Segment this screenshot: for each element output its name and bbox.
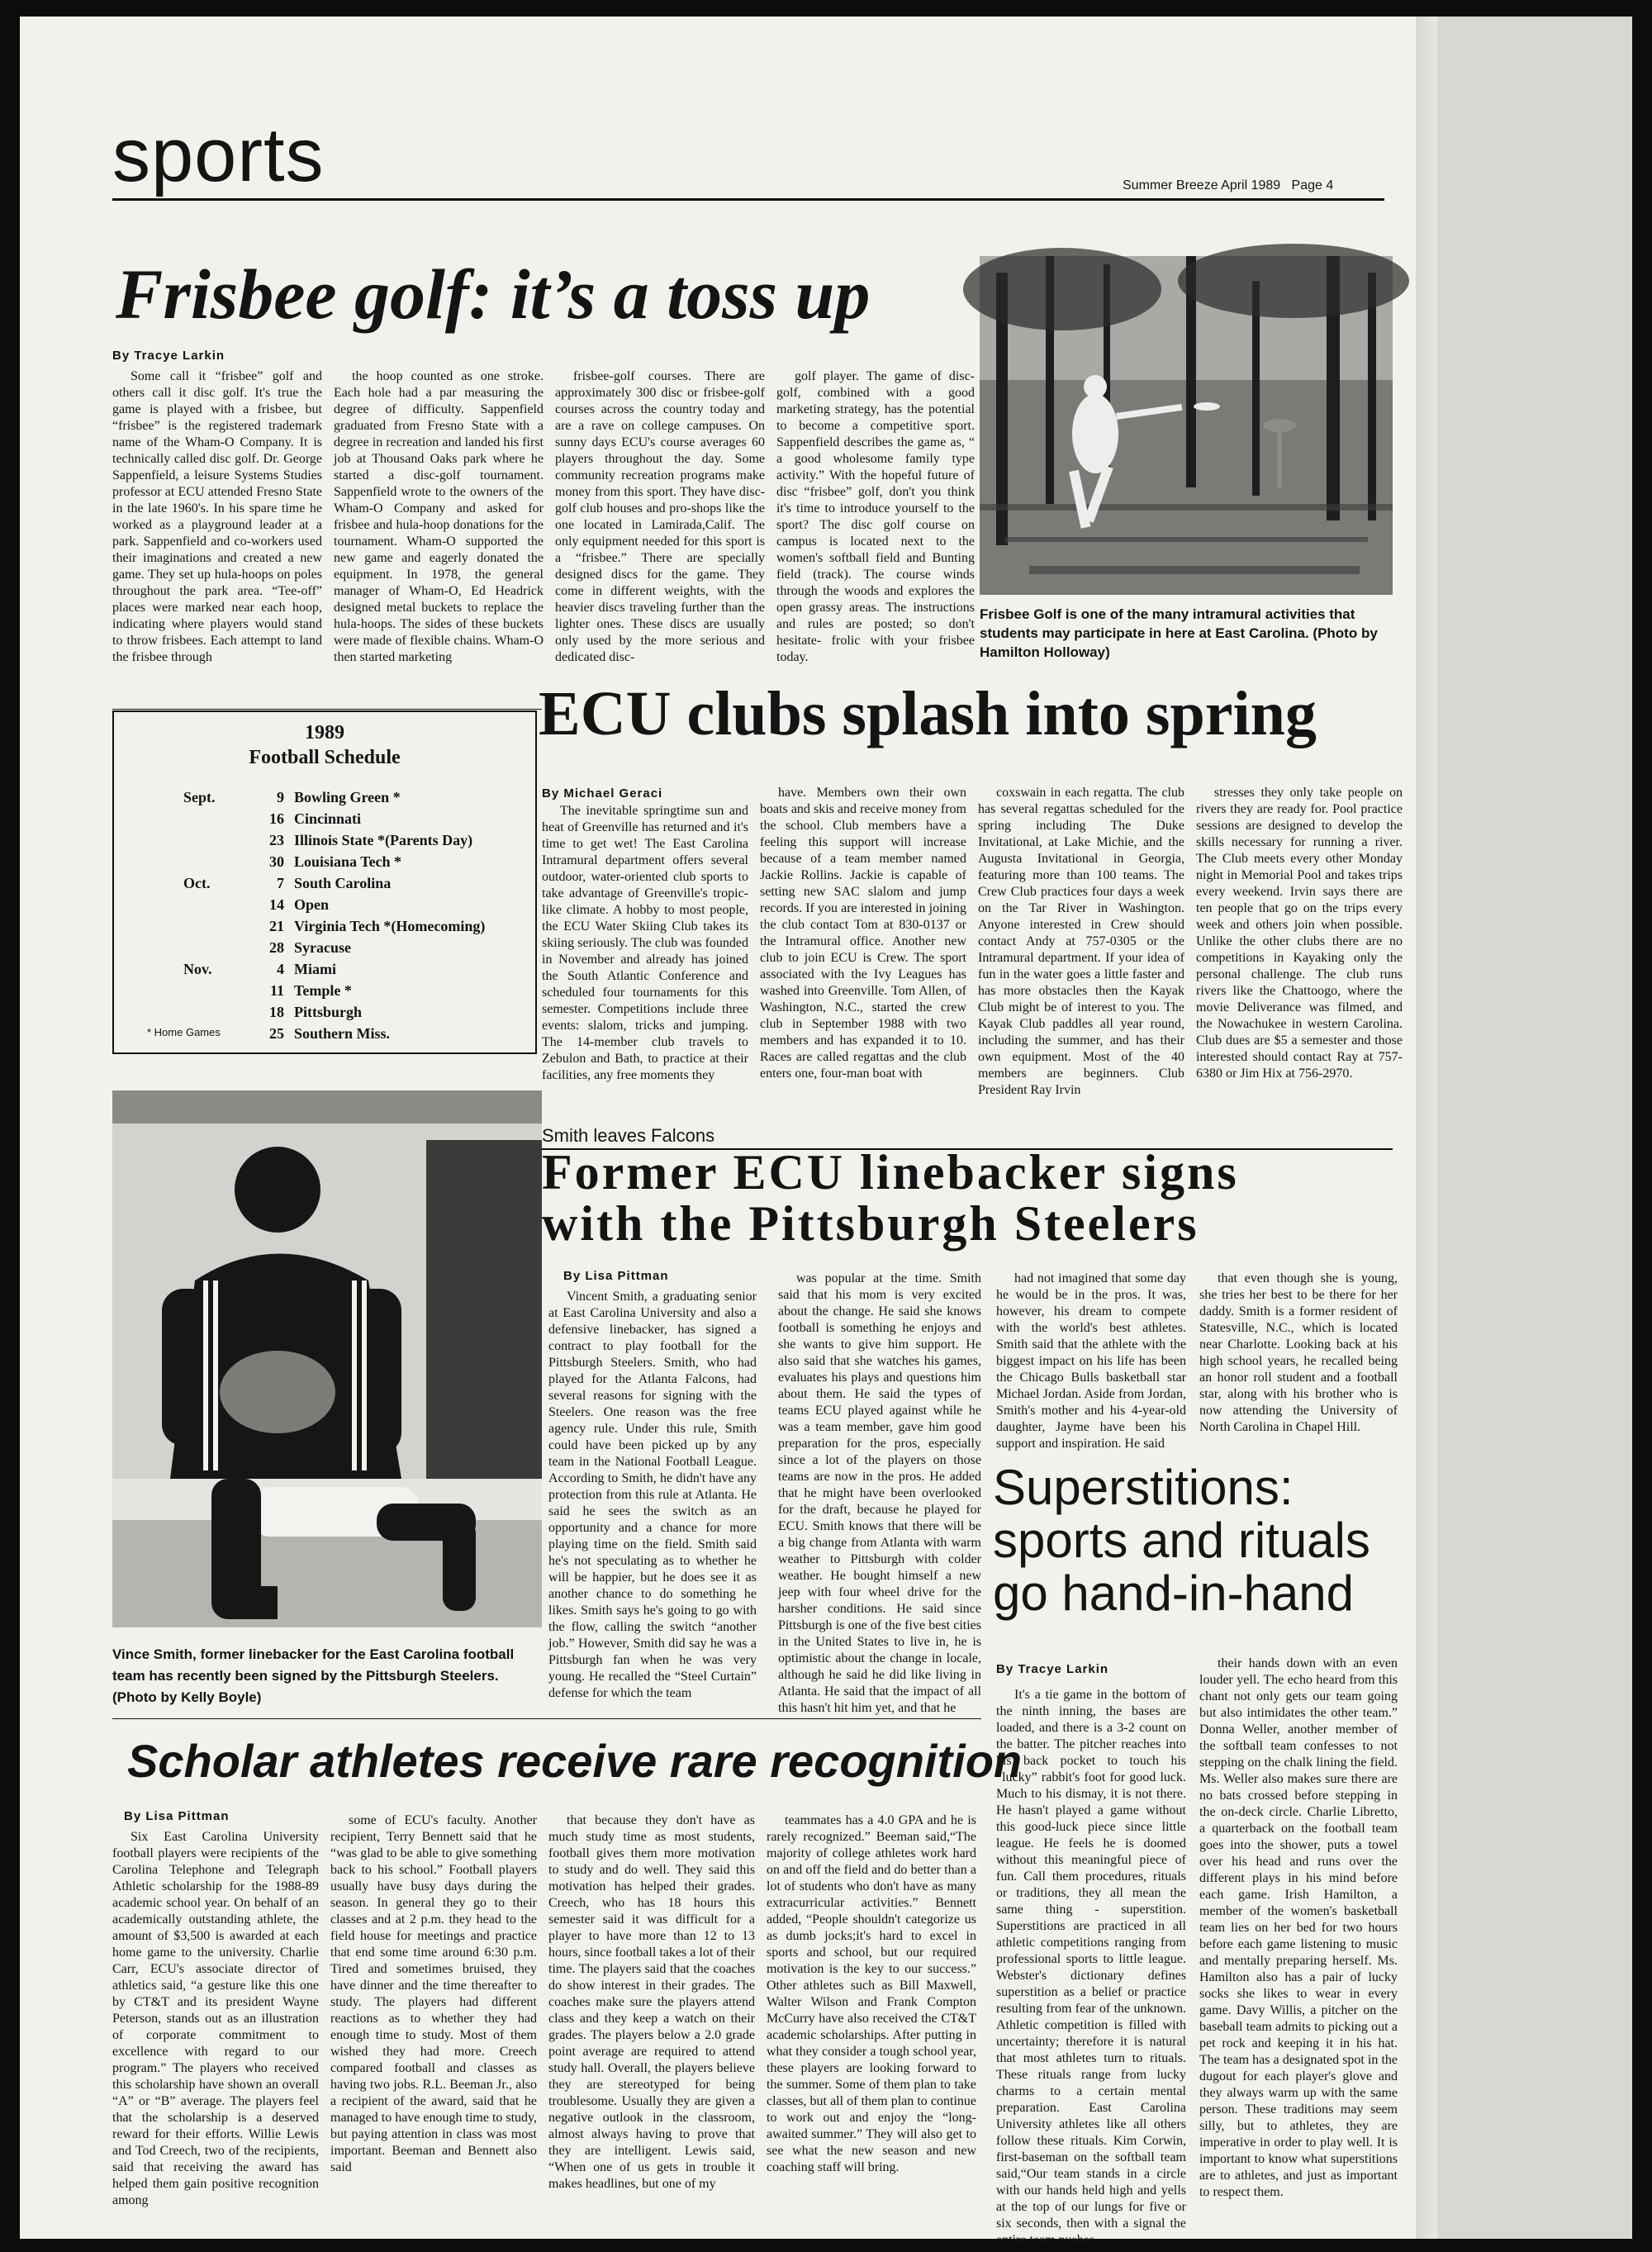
schedule-row <box>178 829 490 851</box>
schedule-month: Oct. <box>183 875 211 891</box>
schedule-day: 25 <box>269 1025 284 1042</box>
frisbee-col-3: frisbee-golf courses. There are approximately 300 disc or frisbee-golf courses across the country today and are a rave on college campuses. On sunny days ECU's course averages 60 players throughout the day. Some community recreation programs make money from this sport. They have disc-golf club houses and pro-shops like the one located in Lamirada,Calif. The only equipment needed for this sport is a “frisbee.” There are specially designed discs for the game. They come in different weights, with the heavier discs traveling further than the lighter ones. These discs are usually only used by the more serious and dedicated disc- <box>555 369 765 664</box>
schedule-table <box>178 786 490 1044</box>
scholar-top-rule <box>112 1718 981 1719</box>
schedule-month <box>178 1001 246 1023</box>
schedule-row <box>178 980 490 1001</box>
schedule-day: 28 <box>269 939 284 956</box>
frisbee-col-2: the hoop counted as one stroke. Each hole had a par measuring the degree of difficulty. Sappenfield graduated from Fresno State with a degree in recreation and landed his first job at Thousand Oaks park where he started a disc-golf tournament. Sappenfield wrote to the owners of the Wham-O Company and asked for frisbee and hula-hoop donations for the tournament. Wham-O supported the new game and eagerly donated the equipment. In 1978, the general manager of Wham-O, Ed Headrick designed metal buckets to replace the hula-hoops. The sides of these buckets were made of flexible chains. Wham-O then started marketing <box>334 369 544 664</box>
clubs-col-3: coxswain in each regatta. The club has several regattas scheduled for the spring including The Duke Invitational, at Lake Michie, and the Augusta Invitational in Georgia, featuring more than 100 teams. The Crew Club practices four days a week on the Tar River in Washington. Anyone interested in Crew should contact Andy at 757-0305 or the Intramural department. If your idea of fun in the water goes a little faster and has more obstacles then the Kayak Club might be of interest to you. The Kayak Club paddles all year round, including the summer, and has their own equipment. Most of the 40 members are beginners. Club President Ray Irvin <box>978 786 1184 1097</box>
schedule-day: 21 <box>269 918 284 934</box>
scholar-col-4: teammates has a 4.0 GPA and he is rarely recognized.” Beeman said,“The majority of college athletes work hard on and off the field and do better than a lot of students who don't have as many extracurricular activities.” Bennett added, “People shouldn't categorize us as dumb jocks;it's hard to excel in sports and school, but our required motivation is the key to our success.” Other athletes such as Bill Maxwell, Walter Wilson and Frank Compton McCurry have also received the CT&T academic scholarships. After putting in what they consider a tough school year, these players are looking forward to the summer. Some of them plan to take classes, but all of them plan to continue to work out and enjoy the “long-awaited summer.” They will also get to see what the new season and new coaching staff will bring. <box>767 1813 976 2174</box>
schedule-opponent: Temple * <box>294 982 352 999</box>
schedule-day: 11 <box>269 982 284 999</box>
clubs-col-2: have. Members own their own boats and skis and receive money from the school. Club members have a feeling this support will increase because of a team member named Jackie Rollins. Jackie is capable of setting new SAC slalom and jump records. If you are interested in joining the club contact Tom at 830-0137 or the Intramural office. Another new club to join ECU is Crew. The sport associated with the Ivy Leagues has washed into Greenville. Tom Allen, of Washington, N.C., started the crew club in September 1988 with two members and has expanded it to 10. Races are called regattas and the club enters one, four-man boat with <box>760 786 966 1081</box>
schedule-opponent: Miami <box>294 961 336 977</box>
scholar-headline: Scholar athletes receive rare recognition <box>127 1735 1023 1787</box>
schedule-row <box>178 786 490 808</box>
issue-line <box>1123 178 1333 193</box>
vince-smith-caption: Vince Smith, former linebacker for the East Carolina football team has recently been signed by the Pittsburgh Steelers. (Photo by Kelly Boyle) <box>112 1646 515 1705</box>
schedule-row <box>178 1001 490 1023</box>
scholar-col-2: some of ECU's faculty. Another recipient, Terry Bennett said that he “was glad to be able to give something back to his school.” Football players usually have busy days during the season. In general they go to their classes and at 2 p.m. they head to the field house for meetings and practice that end some time around 6:30 p.m. Tired and sometimes bruised, they have dinner and the time thereafter to study. The players had different reactions as to whether they had enough time to study. Most of them wished they had more. Creech compared football and classes as having two jobs. R.L. Beeman Jr., also a recipient of the award, said that he managed to have enough time to study, but paying attention in class was most important. Beeman and Bennett also said <box>330 1813 538 2174</box>
schedule-month <box>178 894 246 915</box>
schedule-opponent: Southern Miss. <box>294 1025 391 1042</box>
frisbee-col-4: golf player. The game of disc-golf, combined with a good marketing strategy, has the potential to become a competitive sport. Sappenfield describes the game as, “ a good wholesome family type activity.” With the hopeful future of disc “frisbee” golf, don't you think it's time to introduce yourself to the sport? The disc golf course on campus is located next to the women's softball field and Bunting field (track). The course winds through the woods and explores the open grassy areas. The instructions and rules are posted; so don't hesitate- frolic with your frisbee today. <box>776 369 975 664</box>
schedule-opponent: Virginia Tech *(Homecoming) <box>294 918 486 934</box>
superstitions-headline-1: Superstitions: <box>993 1460 1294 1515</box>
schedule-title: Football Schedule <box>249 747 401 768</box>
page-edge <box>1416 17 1632 2239</box>
schedule-day: 23 <box>269 832 284 848</box>
schedule-row <box>178 1023 490 1044</box>
schedule-opponent: Louisiana Tech * <box>294 853 402 870</box>
schedule-month: Sept. <box>183 789 216 805</box>
schedule-opponent: South Carolina <box>294 875 392 891</box>
schedule-day: 14 <box>269 896 284 913</box>
schedule-month <box>178 915 246 937</box>
schedule-opponent: Pittsburgh <box>294 1004 363 1020</box>
clubs-col-4: stresses they only take people on rivers they are ready for. Pool practice sessions are designed to develop the skills necessary for running a river. The Club meets every other Monday night in Memorial Pool and takes trips every weekend. Irvin says there are ten people that go on the trips every week and others join when possible. Unlike the other clubs there are no competitions in Kayaking only the personal challenge. The club runs rivers like the Chattoogo, where the movie Deliverance was filmed, and the Nowachukee in western Carolina. Club dues are $5 a semester and those interested should contact Ray at 757-6380 or Jim Hix at 756-2970. <box>1196 786 1403 1081</box>
steelers-headline-2: with the Pittsburgh Steelers <box>542 1196 1199 1251</box>
newspaper-page <box>20 17 1416 2247</box>
frisbee-byline: By Tracye Larkin <box>112 349 225 363</box>
schedule-day: 4 <box>277 961 284 977</box>
schedule-day: 16 <box>269 810 284 827</box>
scholar-col-3: that because they don't have as much study time as most students, football gives them more motivation to study and do well. They said this motivation has helped their grades. Creech, who has 18 hours this semester said it was difficult for a player to have more than 12 to 13 hours, since football takes a lot of their time. The players said that the coaches do show interest in their grades. The coaches make sure the players attend class and they keep a watch on their grades. The players below a 2.0 grade point average are required to attend study hall. Overall, the players believe they are stereotyped for being troublesome. Usually they are given a negative outlook in the classroom, almost always having to prove that they are intelligent. Lewis said, “When one of us gets in trouble it makes headlines, but one of my <box>548 1813 755 2191</box>
vince-smith-photo <box>112 1090 542 1627</box>
schedule-row <box>178 958 490 980</box>
schedule-day: 18 <box>269 1004 284 1020</box>
steelers-col-2: was popular at the time. Smith said that his mom is very excited about the change. He said she knows football is something he enjoys and she wants to give him support. He also said that she watches his games, evaluates his plays and questions him about them. He said the types of teams ECU played against while he was a team member, gave him good preparation for the pros, especially since a lot of the players on those teams are now in the pros. He added that he might have been overlooked for the draft, because he played for ECU. Smith knows that there will be a big change from Atlanta with warm weather to Pittsburgh with colder weather. He bought himself a new jeep with four wheel drive for the harsher conditions. He said since Pittsburgh is one of the five best cities in the United States to live in, he is optimistic about the change in locale, although he said he did like living in Atlanta. He said that the impact of all this hasn't hit him yet, and that he <box>778 1271 981 1715</box>
steelers-col-1: Vincent Smith, a graduating senior at East Carolina University and also a defensive linebacker, has signed a contract to play football for the Pittsburgh Steelers. Smith, who had played for the Atlanta Falcons, had several reasons for signing with the Steelers. One reason was the free agency rule. Under this rule, Smith could have been picked up by any team in the National Football League. According to Smith, he didn't have any protection from this rule at Atlanta. He said he sees the switch as an opportunity and a chance for more playing time on the field. Smith said he's not speculating as to whether he will be happier, but he does see it as another chance to do something he likes. Smith says he's going to go with the flow, calling the switch “another job.” However, Smith did say he was a Pittsburgh fan when he was very young. He recalled the “Steel Curtain” defense for which the team <box>548 1290 757 1700</box>
schedule-opponent: Syracuse <box>294 939 351 956</box>
masthead-rule <box>112 198 1384 201</box>
superstitions-col-1: It's a tie game in the bottom of the ninth inning, the bases are loaded, and there is a 3-2 count on the batter. The pitcher reaches into his back pocket to touch his “lucky” rabbit's foot for good luck. Much to his dismay, it is not there. He hasn't played a game without this good-luck piece since little league. He feels he is doomed without this meaningful piece of fun. Call them procedures, rituals or traditions, they all mean the same thing - superstition. Superstitions are practiced in all athletic competitions ranging from professional sports to little league. Webster's dictionary defines superstition as a belief or practice resulting from fear of the unknown. Athletic competition is filled with uncertainty; therefore it is natural that most athletes turn to rituals. These rituals range from lucky charms to a certain mental preparation. East Carolina University athletes like all others follow these rituals. Kim Corwin, first-baseman on the softball team said,“Our team stands in a circle with our hands held high and yells at the top of our lungs for five or six seconds, then with a signal the entire team pushes <box>996 1688 1186 2247</box>
schedule-opponent: Illinois State *(Parents Day) <box>294 832 473 848</box>
schedule-opponent: Bowling Green * <box>294 789 401 805</box>
schedule-month <box>178 980 246 1001</box>
section-title: sports <box>112 113 325 197</box>
schedule-opponent: Open <box>294 896 330 913</box>
frisbee-divider <box>112 709 542 710</box>
page-number: Page 4 <box>1291 178 1334 192</box>
frisbee-caption: Frisbee Golf is one of the many intramural activities that students may participate in here at East Carolina. (Photo by Hamilton Holloway) <box>980 606 1378 660</box>
steelers-col-3: had not imagined that some day he would be in the pros. It was, however, his dream to compete with the world's best athletes. Smith said that the athlete with the biggest impact on his life has been the Chicago Bulls basketball star Michael Jordan. Aside from Jordan, Smith's mother and his 4-year-old daughter, Jayme have been his support and inspiration. He said <box>996 1271 1186 1451</box>
steelers-byline: By Lisa Pittman <box>563 1269 669 1283</box>
frisbee-col-1: Some call it “frisbee” golf and others call it disc golf. It's true the game is played with a frisbee, but “frisbee” is the registered trademark name of the Wham-O Company. It is technically called disc golf. Dr. George Sappenfield, a leisure Systems Studies professor at ECU attended Fresno State in the late 1960's. In his spare time he worked as a playground leader at a park. Sappenfield and co-workers used their imaginations and created a new game. They set up hula-hoops on poles throughout the park area. “Tee-off” places were marked near each hoop, indicating where players would stand to throw frisbees. Each attempt to land the frisbee through <box>112 369 322 664</box>
schedule-footnote: * Home Games <box>147 1026 221 1038</box>
scholar-byline: By Lisa Pittman <box>124 1809 230 1823</box>
schedule-row <box>178 894 490 915</box>
schedule-row <box>178 937 490 958</box>
frisbee-photo <box>980 256 1393 595</box>
steelers-headline-1: Former ECU linebacker signs <box>542 1145 1239 1200</box>
schedule-month <box>178 851 246 872</box>
steelers-col-4: that even though she is young, she tries her best to be there for her daddy. Smith is a former resident of Statesville, N.C., which is located near Charlotte. Looking back at his high school years, he recalled being an honor roll student and a football star, along with his brother who is now attending the University of North Carolina in Chapel Hill. <box>1199 1271 1398 1434</box>
superstitions-byline: By Tracye Larkin <box>996 1662 1109 1676</box>
superstitions-headline-3: go hand-in-hand <box>993 1565 1355 1621</box>
frisbee-headline: Frisbee golf: it’s a toss up <box>116 254 871 334</box>
schedule-row <box>178 915 490 937</box>
schedule-month <box>178 808 246 829</box>
football-schedule-box <box>112 710 537 1054</box>
schedule-month: Nov. <box>183 961 212 977</box>
schedule-row <box>178 851 490 872</box>
scholar-col-1: Six East Carolina University football players were recipients of the Carolina Telephone and Telegraph Athletic scholarship for the 1988-89 academic school year. On behalf of an academically outstanding athlete, the amount of $3,500 is awarded at each home game to the university. Charlie Carr, ECU's associate director of athletics said, “a gesture like this one by CT&T and its president Wayne Peterson, stands out as an illustration of corporate commitment to excellence with regard to our program.” The players who received this scholarship have shown an overall “A” or “B” average. The players feel that the scholarship is a deserved reward for their efforts. Willie Lewis and Tod Creech, two of the recipients, said that receiving the award has helped them gain positive recognition among <box>112 1830 319 2207</box>
schedule-day: 30 <box>269 853 284 870</box>
schedule-day: 9 <box>277 789 284 805</box>
clubs-col-1: The inevitable springtime sun and heat of Greenville has returned and it's time to get wet! The East Carolina Intramural department offers several outdoor, water-oriented club sports to take advantage of Greenville's tropic-like climate. A hobby to most people, the ECU Water Skiing Club takes its skiing seriously. The club was founded in November and already has joined the South Atlantic Conference and scheduled four tournaments for this semester. Competitions include three events: slalom, tricks and jumping. The 14-member club travels to Zebulon and Bath, to practice at their facilities, any free moments they <box>542 804 748 1082</box>
issue-date: Summer Breeze April 1989 <box>1123 178 1281 192</box>
schedule-month <box>178 829 246 851</box>
schedule-month <box>178 937 246 958</box>
schedule-day: 7 <box>277 875 284 891</box>
schedule-row <box>178 872 490 894</box>
schedule-year: 1989 <box>305 722 344 744</box>
superstitions-headline-2: sports and rituals <box>993 1513 1370 1568</box>
clubs-headline: ECU clubs splash into spring <box>539 679 1317 748</box>
steelers-kicker: Smith leaves Falcons <box>542 1125 1393 1150</box>
schedule-row <box>178 808 490 829</box>
clubs-byline: By Michael Geraci <box>542 786 663 801</box>
superstitions-col-2: their hands down with an even louder yell. The echo heard from this chant not only gets our team going but also intimidates the other team.” Donna Weller, another member of the softball team confesses to not stepping on the chalk lining the field. Ms. Weller also makes sure there are no bats crossed before stepping in the on-deck circle. Charlie Libretto, a quarterback on the football team goes into the shower, puts a towel over his head and runs over the different plays in his mind before each game. Irish Hamilton, a member of the women's basketball team lies on her bed for two hours before each game listening to music and mentally preparing herself. Ms. Hamilton also has a pair of lucky socks she likes to wear in every game. Davy Willis, a pitcher on the baseball team admits to picking out a pet rock and keeping it in his hat. The team has a designated spot in the dugout for each player's glove and they always warm up with the same person. These traditions may seem silly, but to athletes, they are imperative in order to play well. It is important to know what superstitions are to athletes, and just as important to respect them. <box>1199 1656 1398 2199</box>
schedule-opponent: Cincinnati <box>294 810 362 827</box>
